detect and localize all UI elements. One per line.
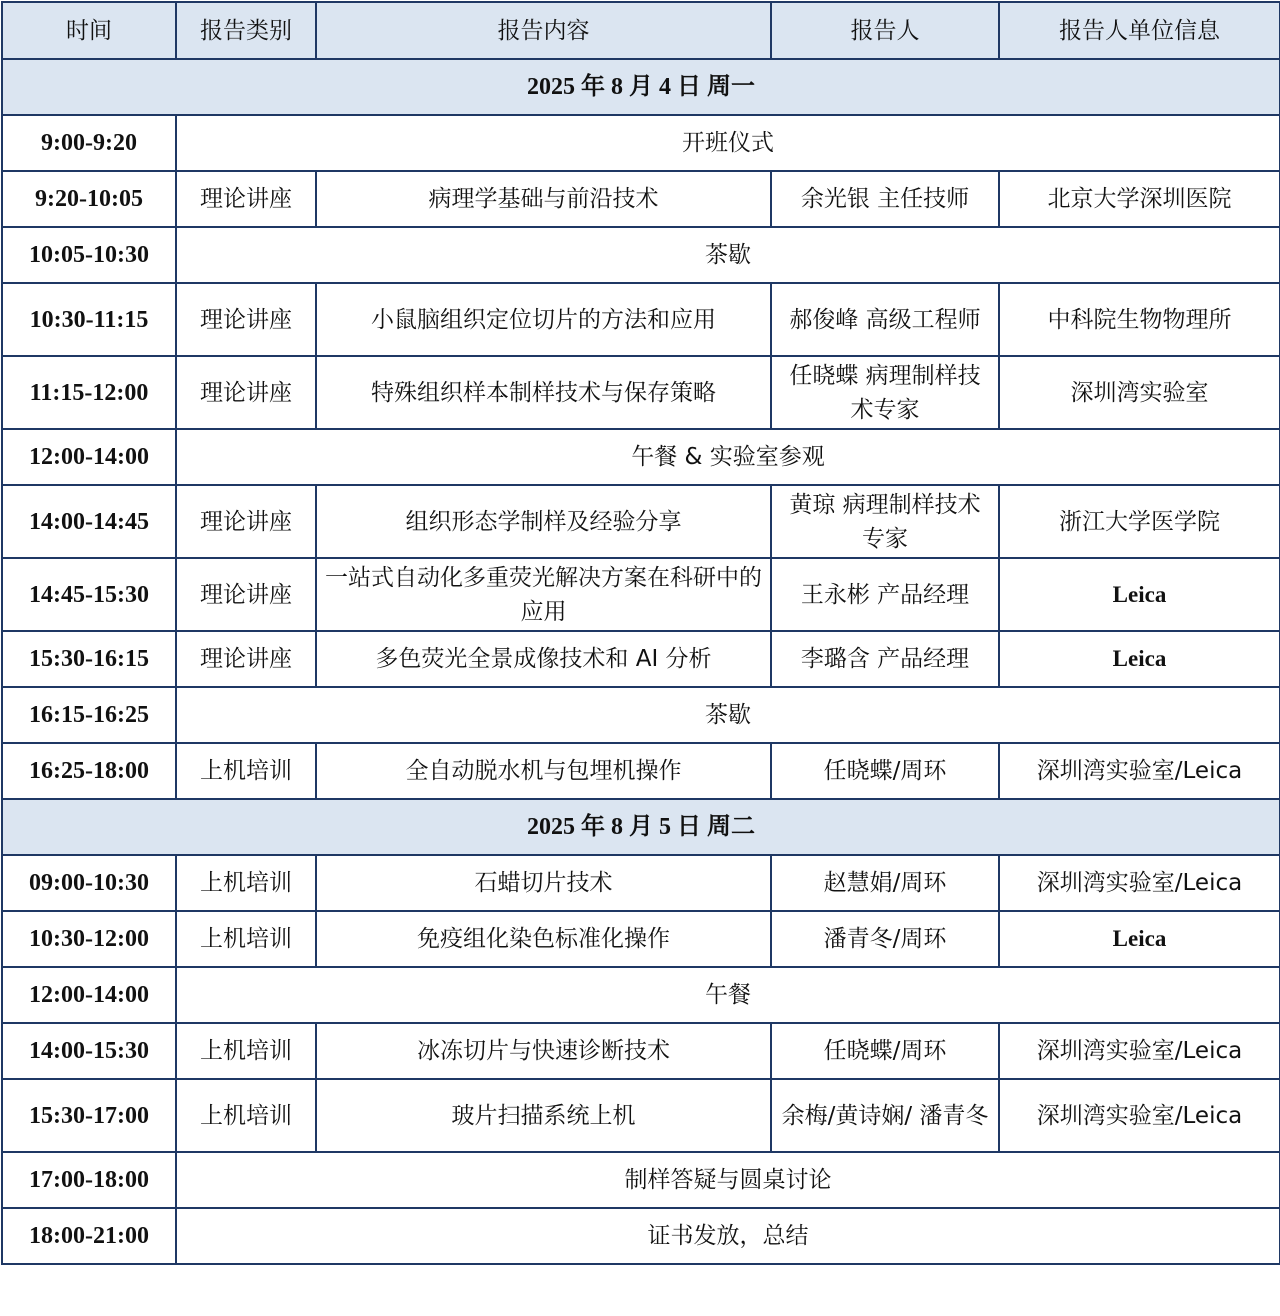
speaker-cell: 余梅/黄诗娴/ 潘青冬	[771, 1079, 999, 1152]
category-cell: 上机培训	[176, 743, 316, 799]
time-cell: 10:30-11:15	[2, 283, 176, 356]
affiliation-cell: 深圳湾实验室/Leica	[999, 743, 1280, 799]
time-cell: 9:00-9:20	[2, 115, 176, 171]
time-cell: 10:05-10:30	[2, 227, 176, 283]
header-category: 报告类别	[176, 2, 316, 59]
affiliation-cell: 深圳湾实验室/Leica	[999, 1079, 1280, 1152]
content-cell: 免疫组化染色标准化操作	[316, 911, 771, 967]
speaker-cell: 任晓蝶 病理制样技术专家	[771, 356, 999, 429]
content-cell: 组织形态学制样及经验分享	[316, 485, 771, 558]
time-cell: 16:15-16:25	[2, 687, 176, 743]
category-cell: 理论讲座	[176, 283, 316, 356]
table-row	[2, 115, 1280, 171]
span-cell: 茶歇	[176, 227, 1280, 283]
span-cell: 午餐 & 实验室参观	[176, 429, 1280, 485]
content-cell: 全自动脱水机与包埋机操作	[316, 743, 771, 799]
time-cell: 17:00-18:00	[2, 1152, 176, 1208]
content-cell: 特殊组织样本制样技术与保存策略	[316, 356, 771, 429]
affiliation-cell: 中科院生物物理所	[999, 283, 1280, 356]
time-cell: 14:45-15:30	[2, 558, 176, 631]
table-row	[2, 911, 1280, 967]
content-cell: 病理学基础与前沿技术	[316, 171, 771, 227]
speaker-cell: 李璐含 产品经理	[771, 631, 999, 687]
affiliation-cell: 浙江大学医学院	[999, 485, 1280, 558]
header-speaker: 报告人	[771, 2, 999, 59]
table-row	[2, 1079, 1280, 1152]
span-cell: 茶歇	[176, 687, 1280, 743]
header-content: 报告内容	[316, 2, 771, 59]
affiliation-cell: 深圳湾实验室/Leica	[999, 1023, 1280, 1079]
affiliation-cell: Leica	[999, 558, 1280, 631]
category-cell: 上机培训	[176, 1023, 316, 1079]
content-cell: 一站式自动化多重荧光解决方案在科研中的应用	[316, 558, 771, 631]
affiliation-cell: 北京大学深圳医院	[999, 171, 1280, 227]
content-cell: 石蜡切片技术	[316, 855, 771, 911]
time-cell: 11:15-12:00	[2, 356, 176, 429]
speaker-cell: 余光银 主任技师	[771, 171, 999, 227]
header-affiliation: 报告人单位信息	[999, 2, 1280, 59]
time-cell: 15:30-16:15	[2, 631, 176, 687]
speaker-cell: 郝俊峰 高级工程师	[771, 283, 999, 356]
table-row	[2, 227, 1280, 283]
day-row	[2, 59, 1280, 115]
speaker-cell: 王永彬 产品经理	[771, 558, 999, 631]
content-cell: 小鼠脑组织定位切片的方法和应用	[316, 283, 771, 356]
category-cell: 理论讲座	[176, 558, 316, 631]
time-cell: 18:00-21:00	[2, 1208, 176, 1264]
affiliation-cell: 深圳湾实验室	[999, 356, 1280, 429]
span-cell: 开班仪式	[176, 115, 1280, 171]
affiliation-cell: Leica	[999, 631, 1280, 687]
category-cell: 理论讲座	[176, 171, 316, 227]
day-title: 2025 年 8 月 5 日 周二	[2, 799, 1280, 855]
time-cell: 14:00-15:30	[2, 1023, 176, 1079]
content-cell: 玻片扫描系统上机	[316, 1079, 771, 1152]
time-cell: 9:20-10:05	[2, 171, 176, 227]
span-cell: 证书发放，总结	[176, 1208, 1280, 1264]
table-row	[2, 1152, 1280, 1208]
table-row	[2, 429, 1280, 485]
header-time: 时间	[2, 2, 176, 59]
time-cell: 15:30-17:00	[2, 1079, 176, 1152]
schedule-table	[1, 1, 1280, 1265]
content-cell: 多色荧光全景成像技术和 AI 分析	[316, 631, 771, 687]
time-cell: 12:00-14:00	[2, 967, 176, 1023]
table-row	[2, 631, 1280, 687]
time-cell: 10:30-12:00	[2, 911, 176, 967]
affiliation-cell: Leica	[999, 911, 1280, 967]
speaker-cell: 任晓蝶/周环	[771, 1023, 999, 1079]
table-row	[2, 855, 1280, 911]
category-cell: 理论讲座	[176, 631, 316, 687]
table-row	[2, 1023, 1280, 1079]
time-cell: 14:00-14:45	[2, 485, 176, 558]
span-cell: 午餐	[176, 967, 1280, 1023]
table-row	[2, 356, 1280, 429]
table-row	[2, 171, 1280, 227]
speaker-cell: 任晓蝶/周环	[771, 743, 999, 799]
day-row	[2, 799, 1280, 855]
category-cell: 理论讲座	[176, 485, 316, 558]
speaker-cell: 黄琼 病理制样技术专家	[771, 485, 999, 558]
table-row	[2, 687, 1280, 743]
header-row	[2, 2, 1280, 59]
time-cell: 12:00-14:00	[2, 429, 176, 485]
time-cell: 16:25-18:00	[2, 743, 176, 799]
speaker-cell: 潘青冬/周环	[771, 911, 999, 967]
span-cell: 制样答疑与圆桌讨论	[176, 1152, 1280, 1208]
table-row	[2, 1208, 1280, 1264]
table-row	[2, 558, 1280, 631]
speaker-cell: 赵慧娟/周环	[771, 855, 999, 911]
content-cell: 冰冻切片与快速诊断技术	[316, 1023, 771, 1079]
table-row	[2, 743, 1280, 799]
category-cell: 上机培训	[176, 855, 316, 911]
table-row	[2, 967, 1280, 1023]
time-cell: 09:00-10:30	[2, 855, 176, 911]
category-cell: 上机培训	[176, 911, 316, 967]
affiliation-cell: 深圳湾实验室/Leica	[999, 855, 1280, 911]
table-row	[2, 485, 1280, 558]
category-cell: 理论讲座	[176, 356, 316, 429]
table-row	[2, 283, 1280, 356]
category-cell: 上机培训	[176, 1079, 316, 1152]
day-title: 2025 年 8 月 4 日 周一	[2, 59, 1280, 115]
